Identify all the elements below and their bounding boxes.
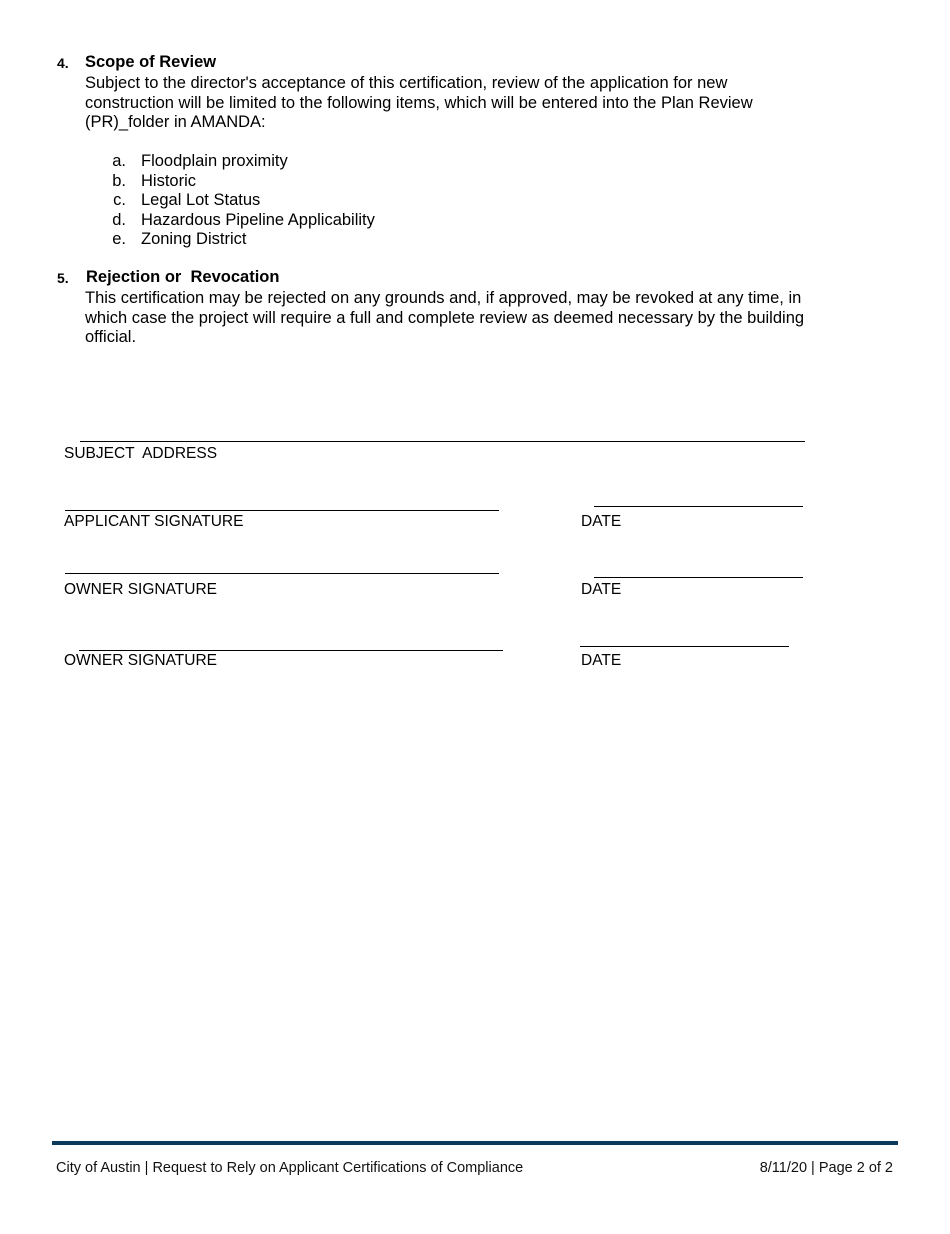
applicant-date-label: DATE xyxy=(581,513,622,530)
owner-signature-label-1: OWNER SIGNATURE xyxy=(64,581,217,598)
section-4-number: 4. xyxy=(57,55,69,71)
section-5-title: Rejection or Revocation xyxy=(86,268,280,286)
list-item-letter: e. xyxy=(112,230,126,249)
list-item-text: Floodplain proximity xyxy=(141,152,288,170)
section-5-number: 5. xyxy=(57,270,69,286)
applicant-date-line[interactable] xyxy=(594,506,803,507)
applicant-signature-label: APPLICANT SIGNATURE xyxy=(64,513,244,530)
subject-address-line[interactable] xyxy=(80,441,805,442)
section-4-body-line: construction will be limited to the following items, which will be entered into the Plan Review xyxy=(85,93,753,112)
owner-date-label-1: DATE xyxy=(581,581,622,598)
owner-signature-line-2[interactable] xyxy=(79,650,503,651)
section-4-body-line: Subject to the director's acceptance of this certification, review of the application for new xyxy=(85,74,728,92)
section-4-title: Scope of Review xyxy=(85,53,217,71)
list-item-letter: d. xyxy=(112,210,126,229)
subject-address-label: SUBJECT ADDRESS xyxy=(64,445,218,462)
applicant-signature-line[interactable] xyxy=(65,510,499,511)
list-item-letter: b. xyxy=(112,171,126,190)
owner-signature-label-2: OWNER SIGNATURE xyxy=(64,652,217,669)
list-item-letter: c. xyxy=(113,191,126,210)
list-item-text: Zoning District xyxy=(141,230,247,249)
section-4-body-line: (PR)_folder in AMANDA: xyxy=(85,113,266,131)
footer-document-title: City of Austin | Request to Rely on Applicant Certifications of Compliance xyxy=(56,1160,524,1176)
footer-page-info: 8/11/20 | Page 2 of 2 xyxy=(759,1160,893,1176)
list-item-text: Legal Lot Status xyxy=(141,191,261,210)
section-5-body-line: official. xyxy=(85,328,137,346)
list-item-text: Historic xyxy=(141,171,197,190)
owner-date-label-2: DATE xyxy=(581,652,622,669)
owner-signature-line-1[interactable] xyxy=(65,573,499,574)
owner-date-line-2[interactable] xyxy=(580,646,789,647)
owner-date-line-1[interactable] xyxy=(594,577,803,578)
section-5-body xyxy=(85,289,885,348)
section-4-body xyxy=(85,74,885,133)
list-item-text: Hazardous Pipeline Applicability xyxy=(141,210,375,229)
section-5-body-line: which case the project will require a full and complete review as deemed necessary by the building xyxy=(85,308,805,327)
list-item-letter: a. xyxy=(112,152,126,170)
footer-rule xyxy=(52,1141,898,1145)
section-5-body-line: This certification may be rejected on any grounds and, if approved, may be revoked at any time, in xyxy=(85,289,802,307)
